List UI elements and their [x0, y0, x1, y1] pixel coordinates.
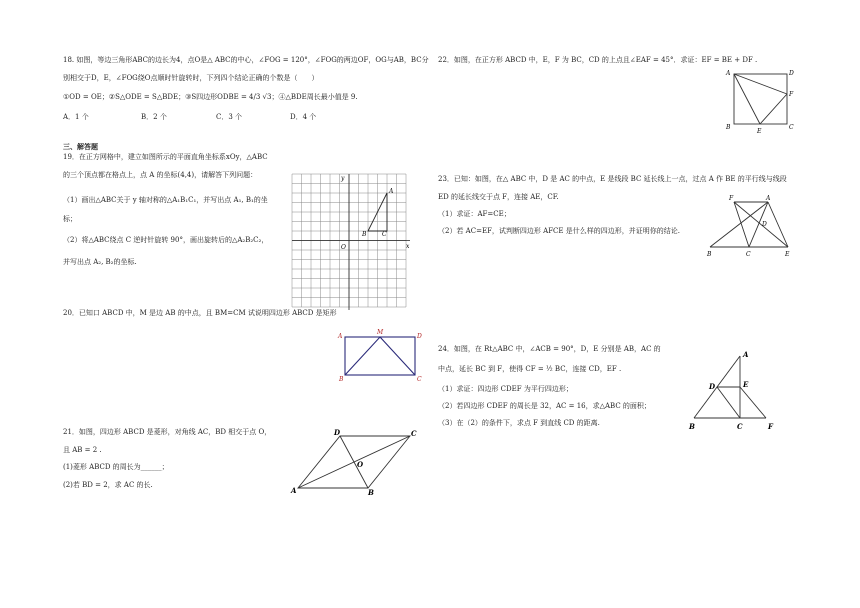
q24-line5: （3）在（2）的条件下，求点 F 到直线 CD 的距离.	[438, 419, 600, 427]
label-b: B	[339, 376, 344, 383]
q24-line3: （1）求证：四边形 CDEF 为平行四边形；	[438, 385, 573, 393]
q19-line5: （2）将△ABC绕点 C 逆时针旋转 90°，画出旋转后的△A₂B₂C₂，	[63, 236, 269, 244]
q18-line1: 18. 如图，等边三角形ABC的边长为4，点O是△ ABC的中心，∠FOG = 120°，∠FOG的两边OF，OG与AB，BC分	[63, 56, 429, 64]
label-c: C	[789, 124, 794, 131]
label-e: E	[757, 128, 762, 135]
label-b: B	[689, 422, 695, 431]
label-d: D	[334, 428, 341, 437]
label-f: F	[768, 422, 773, 431]
q23-figure	[704, 192, 804, 262]
label-c: C	[382, 231, 387, 238]
q23-line2: ED 的延长线交于点 F，连接 AE，CF.	[438, 193, 559, 201]
label-a: A	[291, 486, 297, 495]
q23-line4: （2）若 AC=EF，试判断四边形 AFCE 是什么样的四边形，并证明你的结论.	[438, 227, 680, 235]
section-heading: 三、解答题	[63, 142, 98, 151]
label-y: y	[341, 175, 345, 182]
label-c: C	[411, 429, 417, 438]
label-a: A	[743, 350, 749, 359]
q23-line3: （1）求证：AF=CE；	[438, 210, 511, 218]
label-b: B	[726, 124, 731, 131]
label-c: C	[737, 422, 743, 431]
label-b: B	[362, 231, 367, 238]
label-o: O	[341, 244, 346, 251]
label-a: A	[389, 188, 394, 195]
q18-line2: 别相交于D，E，∠FOG绕O点顺时针旋转时，下列四个结论正确的个数是（ ）	[63, 74, 319, 82]
label-e: E	[743, 380, 749, 389]
q19-line4: 标；	[63, 215, 77, 223]
label-d: D	[762, 221, 767, 228]
q21-line1: 21．如图，四边形 ABCD 是菱形，对角线 AC，BD 相交于点 O，	[63, 428, 272, 436]
label-b: B	[368, 488, 374, 497]
label-c: C	[746, 251, 751, 258]
label-d: D	[789, 70, 794, 77]
label-m: M	[377, 329, 384, 336]
q21-line3: (1)菱形 ABCD 的周长为______；	[63, 463, 169, 471]
q18-option-c: C．3 个	[216, 113, 243, 121]
label-e: E	[785, 251, 790, 258]
q23-line1: 23．已知：如图，在△ ABC 中，D 是 AC 的中点，E 是线段 BC 延长线上一点，过点 A 作 BE 的平行线与线段	[438, 175, 787, 183]
q19-grid-figure	[292, 174, 412, 314]
label-a: A	[766, 195, 771, 202]
q24-line4: （2）若四边形 CDEF 的周长是 32，AC = 16，求△ABC 的面积；	[438, 402, 651, 410]
label-f: F	[729, 195, 734, 202]
label-b: B	[707, 251, 712, 258]
q18-option-b: B．2 个	[141, 113, 167, 121]
label-d: D	[417, 333, 422, 340]
label-f: F	[789, 91, 794, 98]
q19-line1: 19．在正方网格中，建立如图所示的平面直角坐标系xOy，△ABC	[63, 153, 268, 161]
q21-line2: 且 AB = 2 .	[63, 446, 102, 454]
q21-rhombus-figure	[290, 428, 420, 498]
q18-line3: ①OD = OE；②S△ODE = S△BDE；③S四边形ODBE = 4/3 √3；④△BDE周长最小值是 9.	[63, 93, 358, 101]
q24-line2: 中点，延长 BC 到 F，使得 CF = ½ BC，连接 CD，EF .	[438, 365, 622, 373]
q21-line4: (2)若 BD = 2，求 AC 的长.	[63, 481, 153, 489]
label-a: A	[726, 70, 731, 77]
q19-line3: （1）画出△ABC关于 y 轴对称的△A₁B₁C₁，并写出点 A₁, B₁的坐	[63, 196, 268, 204]
label-d: D	[709, 382, 716, 391]
q24-figure	[686, 348, 786, 438]
q19-line2: 的三个顶点都在格点上，点 A 的坐标(4,4)，请解答下列问题：	[63, 171, 258, 179]
q18-option-d: D．4 个	[290, 113, 317, 121]
label-x: x	[406, 243, 410, 250]
q18-option-a: A．1 个	[63, 113, 89, 121]
q20-text: 20．已知口 ABCD 中，M 是边 AB 的中点，且 BM=CM 试说明四边形 ABCD 是矩形	[63, 309, 337, 317]
q22-text: 22．如图，在正方形 ABCD 中，E，F 为 BC，CD 的上点且∠EAF = 45°．求证：EF = BE + DF .	[438, 56, 758, 64]
q19-line6: 并写出点 A₂, B₂的坐标.	[63, 258, 137, 266]
q22-square-figure	[722, 66, 802, 136]
label-a: A	[338, 333, 343, 340]
label-c: C	[417, 376, 422, 383]
label-o: O	[357, 460, 364, 469]
q20-rectangle-figure	[337, 329, 427, 383]
q24-line1: 24．如图，在 Rt△ABC 中，∠ACB = 90°，D，E 分别是 AB，AC 的	[438, 345, 661, 353]
